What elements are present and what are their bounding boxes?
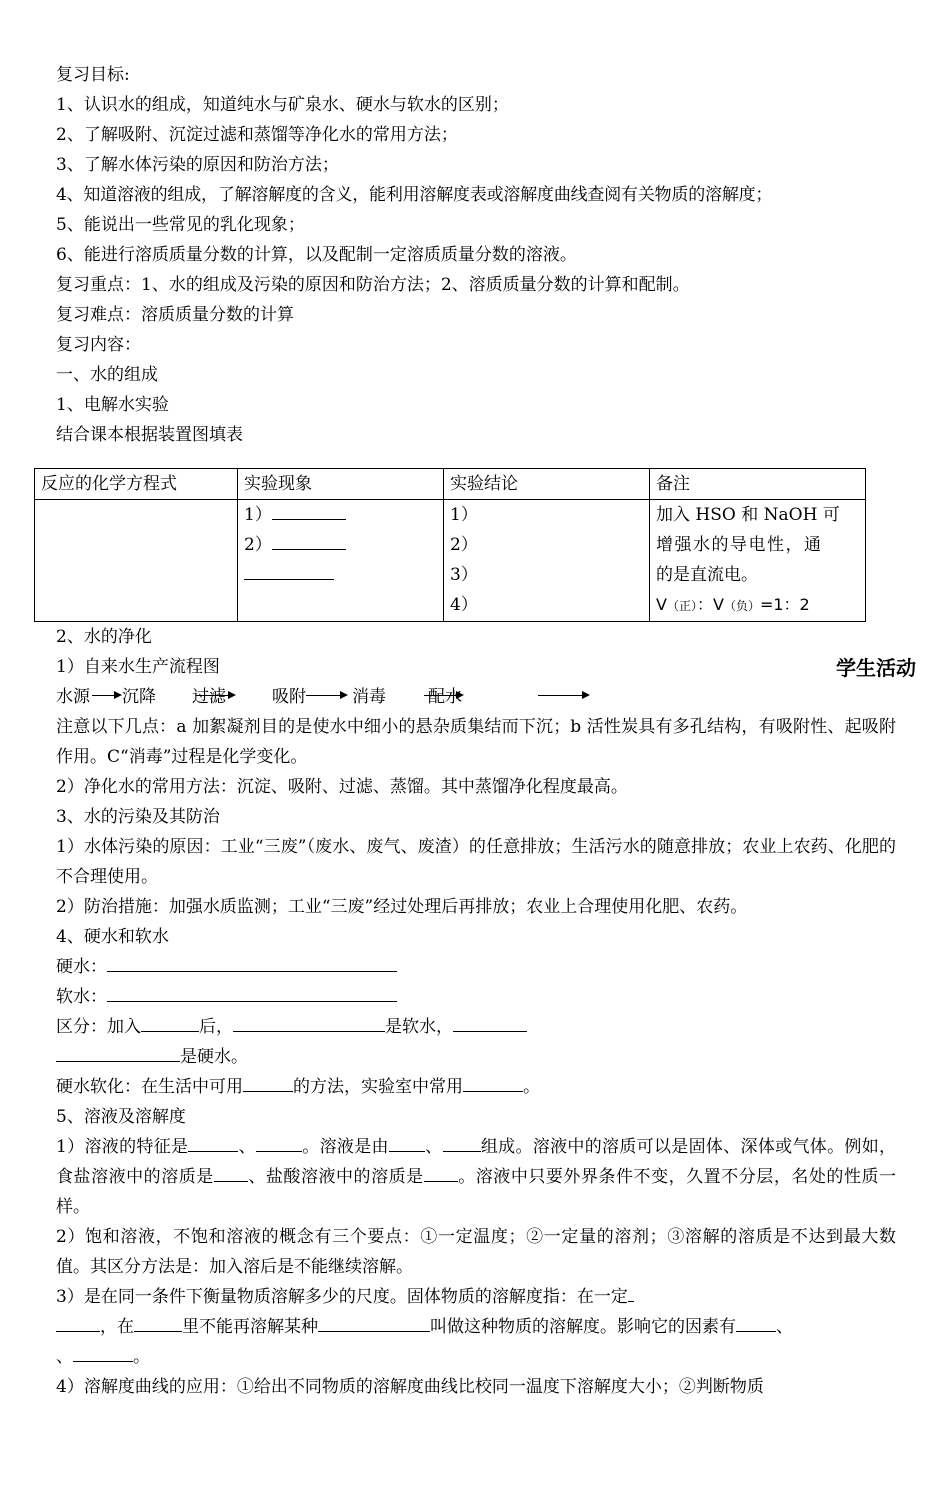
soft-water-label: 软水： xyxy=(56,987,107,1007)
table-header: 实验现象 xyxy=(238,469,444,500)
ratio-negative: （负） xyxy=(723,599,760,613)
note-line: 加入 HSO 和 NaOH 可 xyxy=(656,505,840,525)
purify-notes: 注意以下几点：a 加絮凝剂目的是使水中细小的悬杂质集结而下沉；b 活性炭具有多孔结构，有吸附性、起吸附作用。C“消毒”过程是化学变化。 xyxy=(56,717,896,767)
note-line: 增强水的导电性，通 xyxy=(656,535,823,555)
fill-blank[interactable] xyxy=(272,501,346,520)
section-heading: 一、水的组成 xyxy=(56,365,158,385)
subsection-heading: 1、电解水实验 xyxy=(56,395,169,415)
phenomenon-label: 1） xyxy=(244,505,272,525)
fill-blank[interactable] xyxy=(141,1013,199,1032)
text-span: 、盐酸溶液中的溶质是 xyxy=(247,1167,424,1187)
fill-blank[interactable] xyxy=(214,1163,248,1182)
flow-step: 消毒 xyxy=(352,687,386,707)
table-header: 实验结论 xyxy=(444,469,650,500)
text-span: 、 xyxy=(238,1137,256,1157)
subsection-heading: 2、水的净化 xyxy=(56,627,152,647)
text-span: 。 xyxy=(523,1077,540,1097)
fill-blank[interactable] xyxy=(56,1313,100,1332)
document-page xyxy=(41,60,916,1402)
flow-step: 水源 xyxy=(56,687,90,707)
hard-water-line xyxy=(56,952,896,982)
text-span: 是软水， xyxy=(385,1017,453,1037)
text-span: 。 xyxy=(133,1347,150,1367)
fill-blank[interactable] xyxy=(318,1313,430,1332)
text-line: 结合课本根据装置图填表 xyxy=(56,425,243,445)
text-span: 、 xyxy=(424,1137,443,1157)
conclusion-label: 2） xyxy=(450,535,478,555)
fill-blank[interactable] xyxy=(233,1013,385,1032)
text-line: 1、认识水的组成，知道纯水与矿泉水、硬水与软水的区别； xyxy=(56,95,509,115)
text-span: 、 xyxy=(56,1347,73,1367)
text-span: 组成。溶液中的溶质可以是固体、深体或气体。例如，食盐溶液中的溶质是 xyxy=(56,1137,897,1187)
ratio-v: V xyxy=(656,595,667,614)
text-line: 4、知道溶液的组成，了解溶解度的含义，能利用溶解度表或溶解度曲线查阅有关物质的溶解度； xyxy=(56,185,773,205)
flow-step: 吸附 xyxy=(272,687,306,707)
fill-blank[interactable] xyxy=(453,1013,527,1032)
text-span: 后， xyxy=(199,1017,233,1037)
conclusion-cell xyxy=(444,500,650,622)
solution-p1 xyxy=(56,1132,896,1222)
text-line: 复习重点：1、水的组成及污染的原因和防治方法；2、溶质质量分数的计算和配制。 xyxy=(56,275,690,295)
fill-blank[interactable] xyxy=(628,1283,634,1302)
solution-p2: 2）饱和溶液，不饱和溶液的概念有三个要点：①一定温度；②一定量的溶剂；③溶解的溶质是不达到最大数值。其区分方法是：加入溶后是不能继续溶解。 xyxy=(56,1227,896,1277)
text-span: 。溶液中只要外界条件不变，久置不分层，名处的性质一样。 xyxy=(56,1167,897,1217)
hard-water-label: 硬水： xyxy=(56,957,107,977)
review-goals xyxy=(56,60,896,450)
subsection-heading: 3、水的污染及其防治 xyxy=(56,807,220,827)
fill-blank[interactable] xyxy=(134,1313,182,1332)
text-span: 。溶液是由 xyxy=(301,1137,389,1157)
fill-blank[interactable] xyxy=(736,1313,776,1332)
text-line: 3、了解水体污染的原因和防治方法； xyxy=(56,155,339,175)
equation-cell xyxy=(35,500,238,622)
note-line: 的是直流电。 xyxy=(656,565,758,585)
conclusion-label: 3） xyxy=(450,565,478,585)
electrolysis-table xyxy=(34,468,866,622)
text-line: 复习内容： xyxy=(56,335,141,355)
flow-step: 沉降 xyxy=(122,687,156,707)
fill-blank[interactable] xyxy=(73,1343,133,1362)
text-span: 硬水软化：在生活中可用 xyxy=(56,1077,243,1097)
flow-step: 配水 xyxy=(428,687,462,707)
conclusion-label: 4） xyxy=(450,595,478,615)
water-flowchart xyxy=(56,682,896,712)
arrow-icon xyxy=(538,695,588,696)
phenomenon-cell xyxy=(238,500,444,622)
text-span: 叫做这种物质的溶解度。影响它的因素有 xyxy=(430,1317,736,1337)
distinguish-line-2 xyxy=(56,1042,896,1072)
arrow-icon xyxy=(306,695,346,696)
subsection-heading: 5、溶液及溶解度 xyxy=(56,1107,186,1127)
text-span: ，在 xyxy=(100,1317,134,1337)
fill-blank[interactable] xyxy=(107,953,397,972)
flow-title: 1）自来水生产流程图 xyxy=(56,657,220,677)
text-line: 复习目标: xyxy=(56,65,130,85)
text-span: 区分：加入 xyxy=(56,1017,141,1037)
ratio-positive: （正） xyxy=(666,599,697,613)
distinguish-line xyxy=(56,1012,896,1042)
text-line: 复习难点：溶质质量分数的计算 xyxy=(56,305,294,325)
ratio-colon: ： xyxy=(696,595,713,614)
text-line: 6、能进行溶质质量分数的计算，以及配制一定溶质质量分数的溶液。 xyxy=(56,245,577,265)
text-line: 2、了解吸附、沉淀过滤和蒸馏等净化水的常用方法； xyxy=(56,125,458,145)
text-span: 3）是在同一条件下衡量物质溶解多少的尺度。固体物质的溶解度指：在一定 xyxy=(56,1287,628,1307)
fill-blank[interactable] xyxy=(107,983,397,1002)
fill-blank[interactable] xyxy=(243,1073,293,1092)
fill-blank[interactable] xyxy=(463,1073,523,1092)
ratio-value: =1：2 xyxy=(759,595,810,614)
soft-water-line xyxy=(56,982,896,1012)
text-span: 、 xyxy=(776,1317,793,1337)
table-header: 备注 xyxy=(650,469,866,500)
fill-blank[interactable] xyxy=(56,1043,180,1062)
flow-step: 过滤 xyxy=(192,687,226,707)
soften-line xyxy=(56,1072,896,1102)
text-line: 5、能说出一些常见的乳化现象； xyxy=(56,215,305,235)
pollution-cause: 1）水体污染的原因：工业“三废”（废水、废气、废渣）的任意排放；生活污水的随意排放；农业上农药、化肥的不合理使用。 xyxy=(56,837,896,887)
fill-blank[interactable] xyxy=(188,1133,238,1152)
arrow-icon xyxy=(92,695,120,696)
text-span: 1）溶液的特征是 xyxy=(56,1137,189,1157)
solution-p4: 4）溶解度曲线的应用：①给出不同物质的溶解度曲线比校同一温度下溶解度大小；②判断物质 xyxy=(56,1377,764,1397)
conclusion-label: 1） xyxy=(450,505,478,525)
text-span: 的方法，实验室中常用 xyxy=(293,1077,463,1097)
text-span: 里不能再溶解某种 xyxy=(182,1317,318,1337)
pollution-measures: 2）防治措施：加强水质监测；工业“三废”经过处理后再排放；农业上合理使用化肥、农药。 xyxy=(56,897,748,917)
fill-blank[interactable] xyxy=(443,1133,481,1152)
fill-blank[interactable] xyxy=(424,1163,458,1182)
fill-blank[interactable] xyxy=(389,1133,425,1152)
fill-blank[interactable] xyxy=(272,531,346,550)
phenomenon-label: 2） xyxy=(244,535,272,555)
fill-blank[interactable] xyxy=(256,1133,302,1152)
student-activity-label: 学生活动 xyxy=(836,656,916,680)
volume-ratio xyxy=(656,590,859,621)
purify-methods: 2）净化水的常用方法：沉淀、吸附、过滤、蒸馏。其中蒸馏净化程度最高。 xyxy=(56,777,628,797)
fill-blank[interactable] xyxy=(244,561,334,580)
subsection-heading: 4、硬水和软水 xyxy=(56,927,169,947)
note-cell xyxy=(650,500,866,622)
table-header: 反应的化学方程式 xyxy=(35,469,238,500)
ratio-v2: V xyxy=(712,595,724,614)
solution-p3 xyxy=(56,1282,896,1372)
text-span: 是硬水。 xyxy=(180,1047,248,1067)
